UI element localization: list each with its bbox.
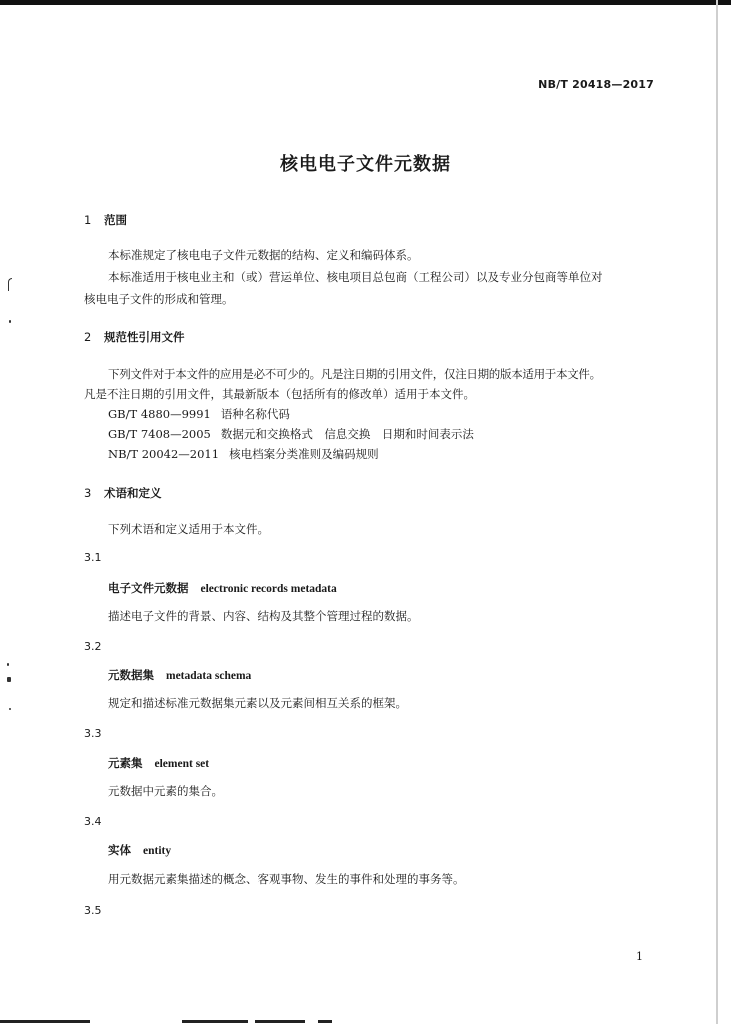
reference-code: NB/T 20042—2011: [108, 447, 220, 461]
page-number: 1: [636, 950, 643, 963]
term-definition: 元数据中元素的集合。: [108, 784, 223, 798]
document-title: 核电电子文件元数据: [280, 154, 451, 175]
term-zh: 实体: [108, 843, 131, 857]
reference-title: 数据元和交换格式 信息交换 日期和时间表示法: [220, 427, 474, 441]
standard-number: NB/T 20418—2017: [538, 78, 654, 91]
scan-artifact: [7, 663, 9, 666]
term-entry: [108, 580, 337, 596]
paragraph: 下列文件对于本文件的应用是必不可少的。凡是注日期的引用文件，仅注日期的版本适用于本文件。: [108, 367, 601, 381]
term-en: entity: [143, 845, 172, 857]
term-entry: [108, 842, 171, 858]
term-zh: 电子文件元数据: [108, 581, 189, 595]
term-zh: 元数据集: [108, 668, 154, 682]
term-en: metadata schema: [166, 670, 252, 682]
scan-artifact: [7, 677, 11, 682]
term-definition: 用元数据元素集描述的概念、客观事物、发生的事件和处理的事务等。: [108, 872, 465, 886]
reference-title: 语种名称代码: [220, 407, 290, 421]
reference-code: GB/T 7408—2005: [108, 427, 211, 441]
section-number: 2: [84, 330, 92, 344]
term-entry: [108, 755, 209, 771]
clause-number: 3.4: [84, 815, 102, 828]
scan-artifact: [8, 278, 12, 291]
section-2-heading: [84, 329, 185, 345]
section-number: 1: [84, 213, 92, 227]
clause-number: 3.3: [84, 727, 102, 740]
term-entry: [108, 667, 251, 683]
paragraph: 本标准规定了核电电子文件元数据的结构、定义和编码体系。: [108, 248, 419, 262]
reference-item: [108, 426, 474, 442]
term-definition: 描述电子文件的背景、内容、结构及其整个管理过程的数据。: [108, 609, 419, 623]
reference-item: [108, 446, 379, 462]
term-en: element set: [154, 758, 210, 770]
section-title: 规范性引用文件: [104, 330, 185, 344]
reference-item: [108, 406, 290, 422]
term-en: electronic records metadata: [200, 583, 337, 595]
paragraph: 凡是不注日期的引用文件，其最新版本（包括所有的修改单）适用于本文件。: [84, 387, 475, 401]
reference-title: 核电档案分类准则及编码规则: [229, 447, 379, 461]
scan-top-edge: [0, 0, 731, 5]
term-definition: 规定和描述标准元数据集元素以及元素间相互关系的框架。: [108, 696, 407, 710]
clause-number: 3.5: [84, 904, 102, 917]
section-title: 范围: [104, 213, 127, 227]
paragraph: 下列术语和定义适用于本文件。: [108, 522, 269, 536]
section-number: 3: [84, 486, 92, 500]
clause-number: 3.1: [84, 551, 102, 564]
paragraph: 本标准适用于核电业主和（或）营运单位、核电项目总包商（工程公司）以及专业分包商等单位对: [108, 270, 603, 284]
section-3-heading: [84, 485, 162, 501]
paragraph: 核电电子文件的形成和管理。: [84, 292, 234, 306]
clause-number: 3.2: [84, 640, 102, 653]
scan-bottom-edge: [0, 1018, 731, 1024]
section-title: 术语和定义: [104, 486, 162, 500]
section-1-heading: [84, 212, 127, 228]
reference-code: GB/T 4880—9991: [108, 407, 211, 421]
scan-artifact: [9, 320, 11, 323]
term-zh: 元素集: [108, 756, 143, 770]
scan-artifact: [9, 708, 11, 710]
